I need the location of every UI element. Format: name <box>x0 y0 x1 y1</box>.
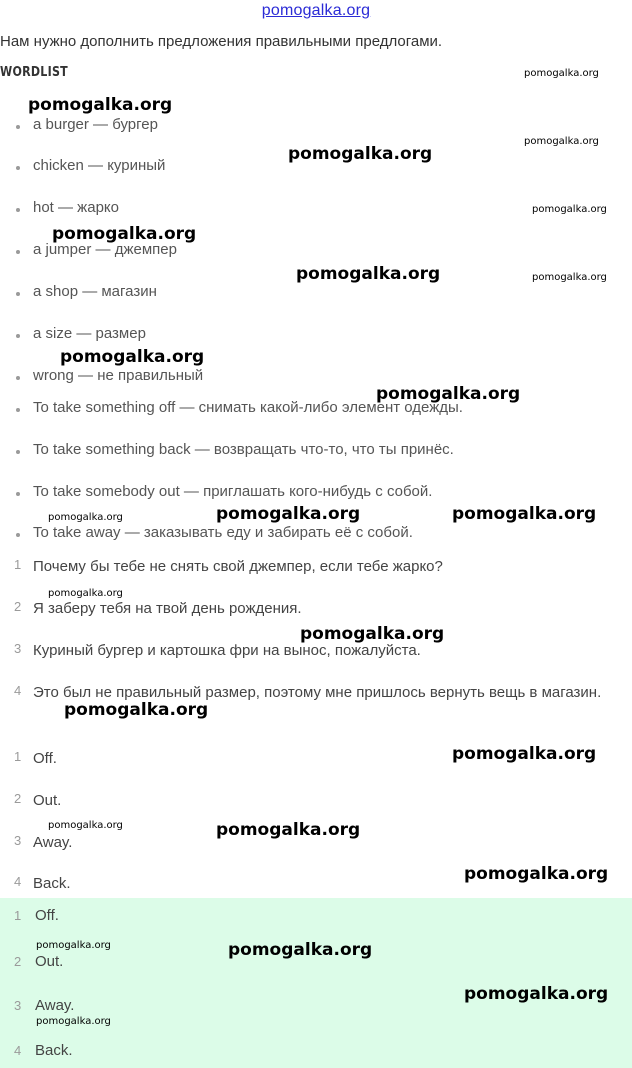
list-item: a jumper — джемпер <box>0 241 632 263</box>
answer-panel: 1 Off. 2 Out. 3 Away. 4 Back. <box>0 898 632 1068</box>
watermark: pomogalka.org <box>64 700 209 720</box>
watermark: pomogalka.org <box>452 744 597 764</box>
watermark: pomogalka.org <box>464 864 609 884</box>
watermark: pomogalka.org <box>300 624 445 644</box>
watermark: pomogalka.org <box>532 204 607 215</box>
list-item: To take something off — снимать какой-либо элемент одежды. <box>0 399 632 421</box>
bullet-icon <box>16 250 20 254</box>
watermark: pomogalka.org <box>48 588 123 599</box>
watermark: pomogalka.org <box>452 504 597 524</box>
watermark: pomogalka.org <box>524 68 599 79</box>
bullet-icon <box>16 376 20 380</box>
list-item: a shop — магазин <box>0 283 632 305</box>
list-item: To take away — заказывать еду и забирать её с собой. <box>0 524 632 546</box>
watermark: pomogalka.org <box>48 512 123 523</box>
site-link[interactable]: pomogalka.org <box>261 2 371 19</box>
watermark: pomogalka.org <box>376 384 521 404</box>
list-item: wrong — не правильный <box>0 367 632 389</box>
list-item: a burger — бургер <box>0 116 632 138</box>
bullet-icon <box>16 208 20 212</box>
watermark: pomogalka.org <box>36 940 111 951</box>
watermark: pomogalka.org <box>216 820 361 840</box>
bullet-icon <box>16 450 20 454</box>
list-item: hot — жарко <box>0 199 632 221</box>
watermark: pomogalka.org <box>464 984 609 1004</box>
bullet-icon <box>16 334 20 338</box>
bullet-icon <box>16 533 20 537</box>
watermark: pomogalka.org <box>28 95 173 115</box>
watermark: pomogalka.org <box>216 504 361 524</box>
wordlist-heading: WORDLIST <box>0 65 68 80</box>
watermark: pomogalka.org <box>296 264 441 284</box>
watermark: pomogalka.org <box>52 224 197 244</box>
watermark: pomogalka.org <box>524 136 599 147</box>
bullet-icon <box>16 292 20 296</box>
list-item: To take somebody out — приглашать кого-нибудь с собой. <box>0 483 632 505</box>
watermark: pomogalka.org <box>228 940 373 960</box>
watermark: pomogalka.org <box>36 1016 111 1027</box>
watermark: pomogalka.org <box>288 144 433 164</box>
list-item: a size — размер <box>0 325 632 347</box>
list-item: To take something back — возвращать что-то, что ты принёс. <box>0 441 632 463</box>
bullet-icon <box>16 492 20 496</box>
watermark: pomogalka.org <box>532 272 607 283</box>
bullet-icon <box>16 408 20 412</box>
task-intro: Нам нужно дополнить предложения правильными предлогами. <box>0 33 443 50</box>
bullet-icon <box>16 166 20 170</box>
watermark: pomogalka.org <box>60 347 205 367</box>
list-item: chicken — куриный <box>0 157 632 179</box>
bullet-icon <box>16 125 20 129</box>
watermark: pomogalka.org <box>48 820 123 831</box>
